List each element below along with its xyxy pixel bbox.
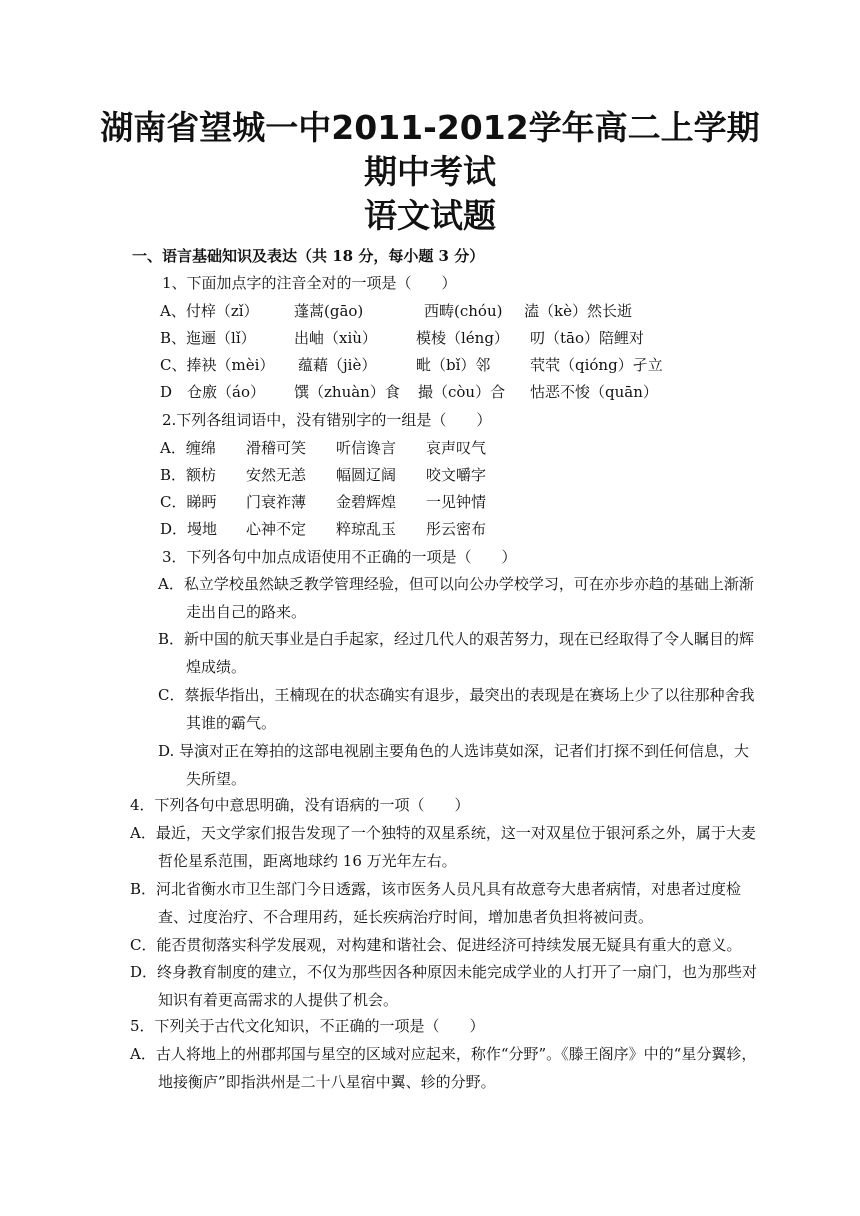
q5-option-a: A．古人将地上的州郡邦国与星空的区域对应起来，称作“分野”。《滕王阁序》中的“星分翼轸，地接衡庐”即指洪州是二十八星宿中翼、轸的分野。 [130, 1045, 757, 1091]
q4-option-c: C．能否贯彻落实科学发展观，对构建和谐社会、促进经济可持续发展无疑具有重大的意义。 [130, 936, 742, 954]
q1-d-4: 怙恶不悛（quān） [530, 383, 658, 401]
q4-option-b: B．河北省衡水市卫生部门今日透露，该市医务人员凡具有故意夸大患者病情，对患者过度检查、过度治疗、不合理用药，延长疾病治疗时间，增加患者负担将被问责。 [130, 880, 742, 926]
q2-c-4: 一见钟情 [426, 493, 487, 511]
q1-c-1: C、捧袂（mèi） [160, 356, 275, 374]
q2-d-4: 彤云密布 [426, 520, 487, 538]
section-heading: 一、语言基础知识及表达（共 18 分，每小题 3 分） [132, 247, 485, 265]
q2-a-4: 哀声叹气 [426, 439, 487, 457]
q2-b-3: 幅圆辽阔 [336, 466, 397, 484]
q1-d-3: 撮（còu）合 [418, 383, 506, 401]
title-line-3: 语文试题 [364, 196, 496, 235]
q1-stem: 1、下面加点字的注音全对的一项是（ ） [162, 274, 457, 292]
q2-b-1: B．额枋 [160, 466, 217, 484]
q1-a-4: 溘（kè）然长逝 [524, 302, 632, 320]
q1-d-2: 馔（zhuàn）食 [294, 383, 400, 401]
q1-d-1: D 仓廒（áo） [160, 383, 266, 401]
q3-option-c: C．蔡振华指出，王楠现在的状态确实有退步，最突出的表现是在赛场上少了以往那种舍我其谁的霸气。 [158, 686, 755, 732]
q1-a-1: A、付梓（zǐ） [160, 302, 259, 320]
title-line-2: 期中考试 [364, 152, 496, 191]
q2-d-1: D．墁地 [160, 520, 218, 538]
q4-option-a: A．最近，天文学家们报告发现了一个独特的双星系统，这一对双星位于银河系之外，属于大麦哲伦星系范围，距离地球约 16 万光年左右。 [130, 824, 756, 870]
q2-c-3: 金碧辉煌 [336, 493, 397, 511]
q3-option-b: B．新中国的航天事业是白手起家，经过几代人的艰苦努力，现在已经取得了令人瞩目的辉煌成绩。 [158, 630, 755, 676]
q1-c-4: 茕茕（qióng）孑立 [530, 356, 663, 374]
q1-a-2: 蓬蒿(gāo) [294, 302, 364, 320]
q3-option-d: D. 导演对正在筹拍的这部电视剧主要角色的人选讳莫如深，记者们打探不到任何信息，大失所望。 [158, 742, 750, 788]
q1-b-2: 出岫（xiù） [294, 329, 377, 347]
title-line-1: 湖南省望城一中2011-2012学年高二上学期 [100, 108, 760, 147]
q2-a-1: A．缠绵 [160, 439, 216, 457]
q5-stem: 5．下列关于古代文化知识，不正确的一项是（ ） [130, 1017, 485, 1035]
q2-a-2: 滑稽可笑 [246, 439, 307, 457]
q1-b-4: 叨（tāo）陪鲤对 [530, 329, 645, 347]
q2-d-3: 粹琼乱玉 [336, 520, 397, 538]
q2-b-4: 咬文嚼字 [426, 466, 487, 484]
q2-c-2: 门衰祚薄 [246, 493, 307, 511]
q2-d-2: 心神不定 [246, 520, 307, 538]
q2-b-2: 安然无恙 [246, 466, 307, 484]
q2-stem: 2.下列各组词语中，没有错别字的一组是（ ） [162, 411, 492, 429]
q4-stem: 4．下列各句中意思明确，没有语病的一项（ ） [130, 796, 470, 814]
q1-c-2: 蕴藉（jiè） [298, 356, 377, 374]
q2-c-1: C．睇眄 [160, 493, 217, 511]
q1-a-3: 西畴(chóu) [424, 302, 503, 320]
q3-option-a: A．私立学校虽然缺乏教学管理经验，但可以向公办学校学习，可在亦步亦趋的基础上渐渐走出自己的路来。 [158, 575, 754, 621]
q3-stem: 3．下列各句中加点成语使用不正确的一项是（ ） [162, 548, 517, 566]
q1-b-3: 模棱（léng） [416, 329, 509, 347]
q1-b-1: B、迤逦（lǐ） [160, 329, 256, 347]
q4-option-d: D．终身教育制度的建立，不仅为那些因各种原因未能完成学业的人打开了一扇门，也为那些对知识有着更高需求的人提供了机会。 [130, 963, 758, 1009]
q1-c-3: 毗（bǐ）邻 [416, 356, 491, 374]
q2-a-3: 听信谗言 [336, 439, 397, 457]
